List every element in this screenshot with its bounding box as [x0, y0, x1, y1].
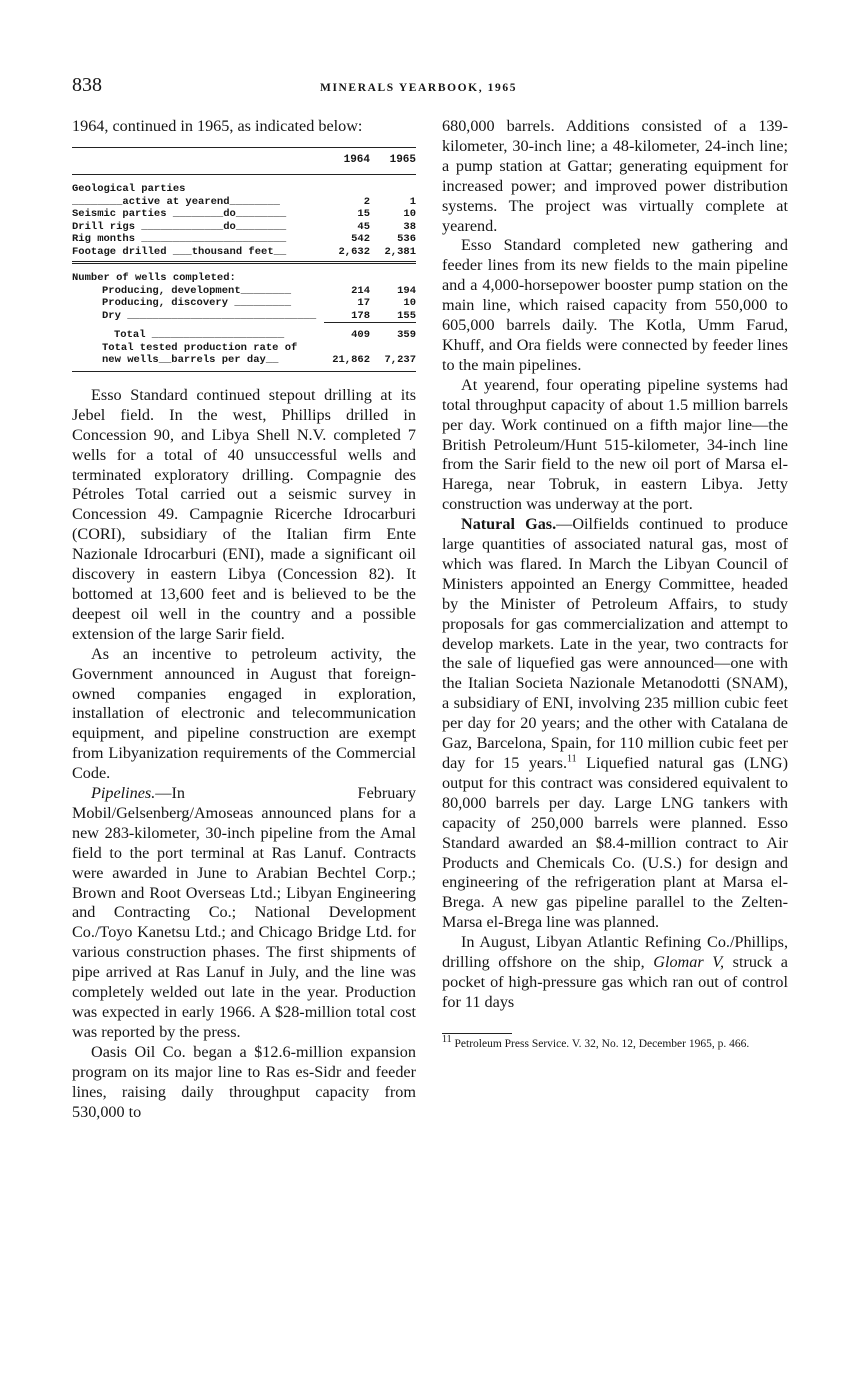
row-label: Number of wells completed: [72, 272, 236, 285]
table-row [72, 246, 416, 263]
value-1964: 409 [351, 329, 370, 342]
footnote-number: 11 [442, 1033, 452, 1045]
value-1965: 155 [370, 310, 416, 323]
row-label: Total _____________________ [114, 329, 285, 342]
row-label: Geological parties [72, 183, 186, 196]
right-column [442, 117, 788, 1051]
table-row [72, 285, 416, 298]
row-label: Total tested production rate of [102, 341, 298, 354]
paragraph-incentive: As an incentive to petroleum activity, the Government announced in August that foreign-owned companies engaged in exploration, installation of electronic and telecommunication equipment, and pipeline construction are exempt from Libyanization requirements of the Commercial Code. [72, 644, 416, 783]
row-label: Dry ______________________________ [102, 310, 317, 323]
value-1964: 178 [324, 310, 370, 323]
paragraph-pipelines [72, 784, 416, 1043]
value-1965: 536 [397, 233, 416, 246]
section-head-pipelines: Pipelines. [91, 784, 156, 803]
table-row [72, 233, 416, 246]
paragraph-natural-gas [442, 515, 788, 933]
table-row [72, 175, 416, 196]
footnote [442, 1033, 788, 1051]
row-label: Producing, development________ [102, 284, 292, 297]
row-label: Producing, discovery _________ [102, 297, 292, 310]
table-row [72, 310, 416, 323]
table-row [72, 208, 416, 221]
row-label: Drill rigs _____________do________ [72, 220, 287, 233]
value-1965: 1 [409, 195, 416, 208]
paragraph-yearend-capacity: At yearend, four operating pipeline systems had total throughput capacity of about 1.5 million barrels per day. Work continued on a fifth major line—the British Petroleum/Hunt 515-kilometer, 34-inch line from the Sarir field to the new oil port of Marsa el-Harega, near Tobruk, in eastern Libya. Jetty construction was underway at the port. [442, 375, 788, 514]
table-intro: 1964, continued in 1965, as indicated below: [72, 117, 363, 135]
value-1964: 2,632 [324, 246, 370, 263]
drilling-statistics-table [72, 147, 416, 372]
page-header [72, 74, 792, 104]
paragraph-esso-gathering: Esso Standard completed new gathering and feeder lines from its new fields to the main pipeline and a 4,000-horsepower booster pump station on the main line, which raised capacity from 550,000 to 605,000 barrels daily. The Kotla, Umm Farud, Khuff, and Ora fields were connected by feeder lines to the main pipelines. [442, 236, 788, 374]
paragraph-oasis: Oasis Oil Co. began a $12.6-million expansion program on its major line to Ras es-Sidr and feeder lines, raising daily throughput capacity from 530,000 to [72, 1042, 416, 1121]
paragraph-additions: 680,000 barrels. Additions consisted of a 139-kilometer, 30-inch line; a 48-kilometer, 24-inch line; a pump station at Gattar; generating equipment for increased power; and improved power distribution systems. The project was virtually complete at yearend. [442, 117, 788, 235]
value-1964: 2 [363, 195, 370, 208]
row-label: Footage drilled ___thousand feet__ [72, 246, 324, 263]
ship-name: Glomar V, [653, 953, 725, 972]
table-row [72, 196, 416, 209]
natural-gas-text: —Oilfields continued to produce large quantities of associated natural gas, most of which was flared. In March the Libyan Council of Ministers appointed an Energy Committee, headed by the Minister of Petroleum Affairs, to study proposals for gas commercialization and attempt to develop markets. Late in the year, two contracts for the sale of liquefied gas were announced—one with the Italian Societa Nazionale Metanodotti (SNAM), a subsidiary of ENI, involving 235 million cubic feet per day for 20 years; and the other with Catalana de Gaz, Barcelona, Spain, for 110 million cubic feet per day for 15 years. [442, 515, 788, 772]
value-1964: 17 [357, 297, 370, 310]
value-1964: 214 [351, 284, 370, 297]
table-row [72, 354, 416, 371]
footnote-text: Petroleum Press Service. V. 32, No. 12, December 1965, p. 466. [451, 1037, 750, 1050]
value-1965: 7,237 [370, 354, 416, 371]
footnote-divider [442, 1033, 512, 1034]
table-row [72, 263, 416, 285]
table-row [72, 221, 416, 234]
paragraph-glomar: In August, Libyan Atlantic Refining Co./Phillips, drilling offshore on the ship, Glomar V, struck a pocket of high-pressure gas which ran out of control for 11 days [442, 933, 788, 1011]
left-column [72, 117, 416, 1122]
value-1964: 21,862 [324, 354, 370, 371]
value-1965: 38 [403, 220, 416, 233]
table-row [72, 297, 416, 310]
value-1965: 359 [397, 329, 416, 342]
running-title: MINERALS YEARBOOK, 1965 [320, 82, 518, 94]
value-1964: 15 [357, 208, 370, 221]
page-number: 838 [72, 74, 102, 96]
column-header-1965: 1965 [370, 147, 416, 175]
value-1965: 10 [403, 208, 416, 221]
table-header-row [72, 147, 416, 175]
column-header-1964: 1964 [324, 147, 370, 175]
row-label: ________active at yearend________ [72, 195, 280, 208]
footnote-reference: 11 [567, 753, 577, 765]
section-head-natural-gas: Natural Gas. [461, 515, 557, 534]
table-row-total [72, 323, 416, 342]
row-label: new wells__barrels per day__ [72, 354, 324, 371]
pipelines-text: —In February Mobil/Gelsenberg/Amoseas announced plans for a new 283-kilometer, 30-inch pipeline from the Amal field to the port terminal at Ras Lanuf. Contracts were awarded in June to Arabian Bechtel Corp.; Brown and Root Overseas Ltd.; Libyan Engineering and Contracting Co.; National Development Co./Toyo Kanetsu Ltd.; and Chicago Bridge Ltd. for various construction phases. The first shipments of pipe arrived at Ras Lanuf in July, and the line was completely welded out late in the year. Production was expected in early 1966. A $28-million total cost was reported by the press. [72, 784, 416, 1041]
natural-gas-text-cont: Liquefied natural gas (LNG) output for this contract was considered equivalent to 80,000 barrels per day. Large LNG tankers with capacity of 250,000 barrels were planned. Esso Standard awarded an $8.4-million contract to Air Products and Chemicals Co. (U.S.) for design and engineering of the refrigeration plant at Marsa el-Brega. A new gas pipeline parallel to the Zelten-Marsa el-Brega line was planned. [442, 754, 788, 932]
value-1965: 194 [397, 284, 416, 297]
row-label: Rig months _______________________ [72, 233, 287, 246]
value-1965: 2,381 [370, 246, 416, 263]
row-label: Seismic parties ________do________ [72, 208, 287, 221]
value-1965: 10 [403, 297, 416, 310]
table-row [72, 342, 416, 355]
paragraph-exploration: Esso Standard continued stepout drilling at its Jebel field. In the west, Phillips drilled in Concession 90, and Libya Shell N.V. completed 7 wells for a total of 40 unsuccessful wells and terminated exploratory drilling. Compagnie des Pétroles Total carried out a seismic survey in Concession 49. Campagnie Ricerche Idrocarburi (CORI), subsidiary of the Italian firm Ente Nazionale Idrocarburi (ENI), made a significant oil discovery in eastern Libya (Concession 82). It bottomed at 13,600 feet and is believed to be the deepest oil well in the country and a possible extension of the large Sarir field. [72, 385, 416, 643]
value-1964: 542 [351, 233, 370, 246]
value-1964: 45 [357, 220, 370, 233]
